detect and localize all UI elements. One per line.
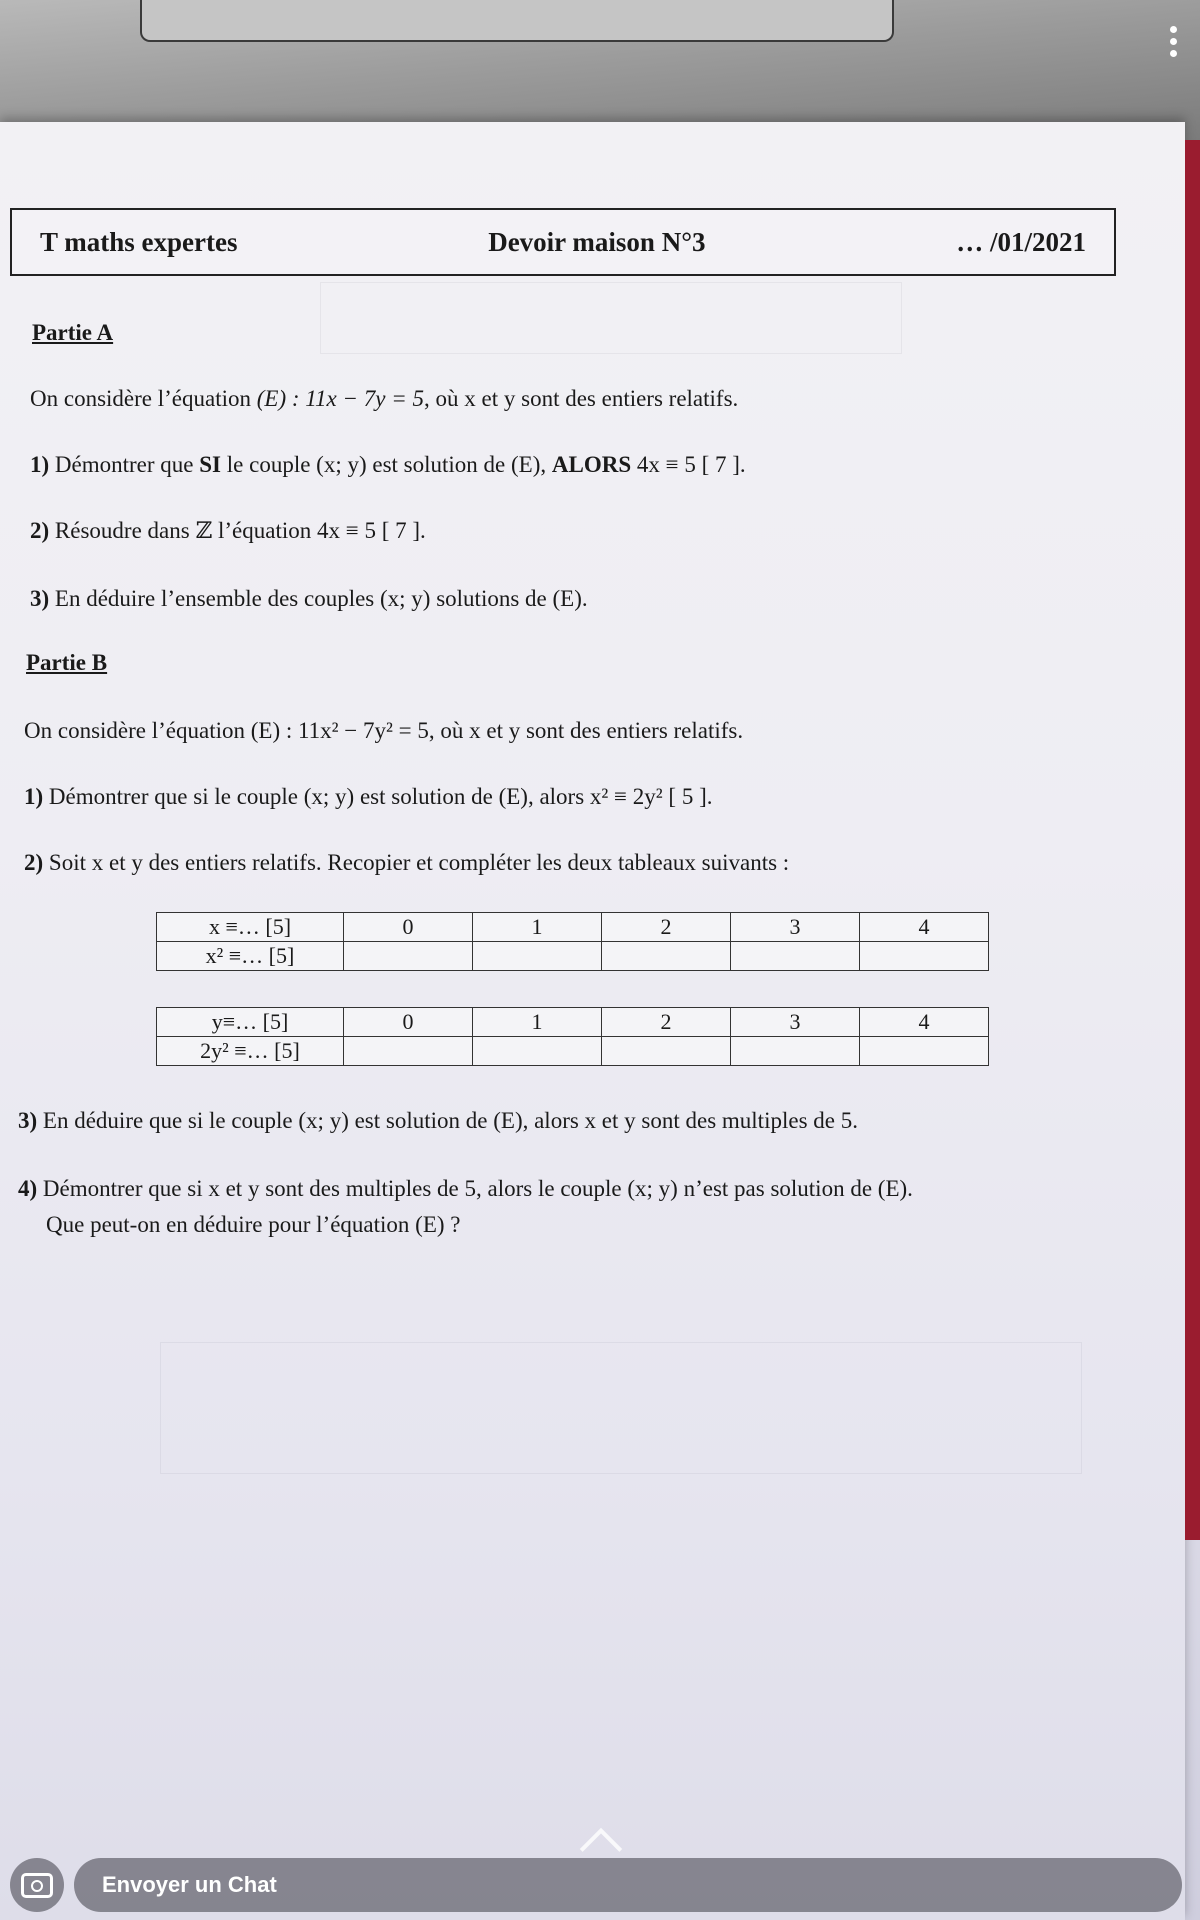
table-cell: 3: [731, 913, 860, 942]
chat-input[interactable]: [74, 1858, 1182, 1912]
partB-question-4: 4) Démontrer que si x et y sont des multiples de 5, alors le couple (x; y) n’est pas solution de (E).: [18, 1176, 913, 1201]
partB-question-3: 3) En déduire que si le couple (x; y) est solution de (E), alors x et y sont des multiples de 5.: [18, 1108, 858, 1133]
chat-input-placeholder: Envoyer un Chat: [102, 1872, 277, 1897]
table-cell: 2: [602, 913, 731, 942]
table-row-label: 2y² ≡… [5]: [157, 1037, 344, 1066]
partA-intro: On considère l’équation (E) : 11x − 7y = 5, où x et y sont des entiers relatifs.: [30, 386, 739, 411]
camera-icon: [21, 1873, 53, 1898]
table-cell-empty: [602, 1037, 731, 1066]
table-cell: 1: [473, 1008, 602, 1037]
table-cell: 2: [602, 1008, 731, 1037]
course-title: T maths expertes: [40, 226, 238, 257]
table-cell-empty: [344, 1037, 473, 1066]
table-row-label: y≡… [5]: [157, 1008, 344, 1037]
partB-intro: On considère l’équation (E) : 11x² − 7y² = 5, où x et y sont des entiers relatifs.: [24, 718, 744, 743]
background-photo: [0, 0, 1200, 140]
table-row-label: x ≡… [5]: [157, 913, 344, 942]
table-x-squares: [156, 912, 989, 971]
table-cell-empty: [860, 942, 989, 971]
table-cell: 4: [860, 1008, 989, 1037]
camera-button[interactable]: [10, 1858, 64, 1912]
partB-title: Partie B: [26, 650, 108, 675]
table-cell-empty: [731, 1037, 860, 1066]
document-header: [10, 208, 1116, 276]
table-cell: 1: [473, 913, 602, 942]
partB-question-2: 2) Soit x et y des entiers relatifs. Recopier et compléter les deux tableaux suivants :: [24, 850, 790, 875]
partA-question-2: 2) Résoudre dans ℤ l’équation 4x ≡ 5 [ 7 ].: [30, 518, 426, 543]
table-cell-empty: [344, 942, 473, 971]
assignment-date: … /01/2021: [956, 226, 1086, 257]
partA-title: Partie A: [32, 320, 114, 345]
table-cell: 0: [344, 1008, 473, 1037]
table-row: [157, 913, 989, 942]
chat-bar: [0, 1850, 1200, 1920]
page-edge: [1185, 140, 1200, 1540]
partB-question-1: 1) Démontrer que si le couple (x; y) est solution de (E), alors x² ≡ 2y² [ 5 ].: [24, 784, 713, 809]
partA-question-1: 1) Démontrer que SI le couple (x; y) est solution de (E), ALORS 4x ≡ 5 [ 7 ].: [30, 452, 746, 477]
partB-question-4-sub: Que peut-on en déduire pour l’équation (E) ?: [46, 1212, 461, 1237]
table-cell: 4: [860, 913, 989, 942]
table-cell: 3: [731, 1008, 860, 1037]
table-row: [157, 1037, 989, 1066]
table-2y-squares: [156, 1007, 989, 1066]
table-row: [157, 1008, 989, 1037]
table-cell-empty: [731, 942, 860, 971]
table-cell-empty: [473, 1037, 602, 1066]
table-cell-empty: [860, 1037, 989, 1066]
more-options-icon[interactable]: [1170, 26, 1178, 58]
partA-question-3: 3) En déduire l’ensemble des couples (x; y) solutions de (E).: [30, 586, 588, 611]
assignment-title: Devoir maison N°3: [488, 226, 706, 257]
table-row: [157, 942, 989, 971]
table-cell-empty: [473, 942, 602, 971]
background-object: [140, 0, 894, 42]
table-cell: 0: [344, 913, 473, 942]
table-row-label: x² ≡… [5]: [157, 942, 344, 971]
table-cell-empty: [602, 942, 731, 971]
